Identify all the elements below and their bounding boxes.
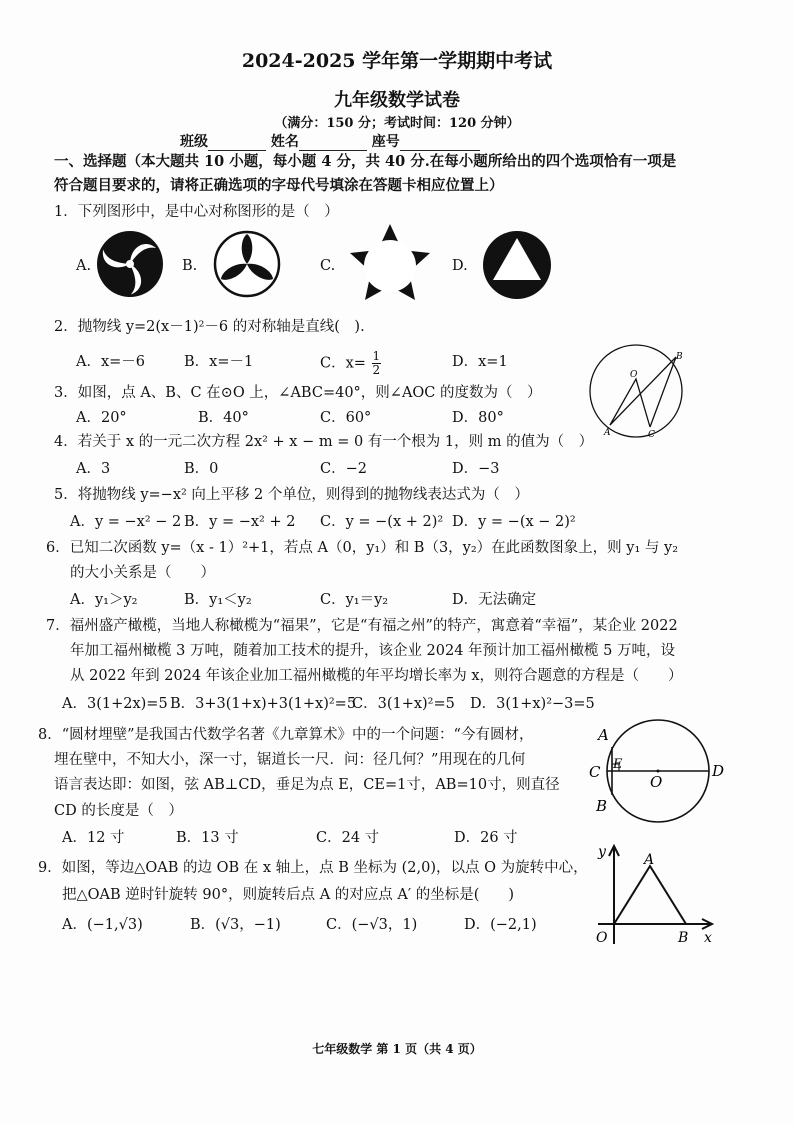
q6-option-b[interactable]: B．y₁＜y₂ xyxy=(184,592,252,608)
q9-label-x: x xyxy=(704,930,712,946)
q2-option-b[interactable]: B．x=－1 xyxy=(184,354,254,370)
q8-stem-line1: 8．“圆材埋壁”是我国古代数学名著《九章算术》中的一个问题：“今有圆材， xyxy=(38,727,534,743)
q8-stem-line3: 语言表达即：如图，弦 AB⊥CD，垂足为点 E，CE=1寸，AB=10寸，则直径 xyxy=(54,777,560,793)
q7-stem-line1: 7．福州盛产橄榄，当地人称橄榄为“福果”，它是“有福之州”的特产，寓意着“幸福”，某企业 2022 xyxy=(46,618,678,634)
q2-stem: 2．抛物线 y=2(x－1)²－6 的对称轴是直线( ). xyxy=(54,319,365,335)
q7-option-b[interactable]: B．3+3(1+x)+3(1+x)²=5 xyxy=(170,696,357,712)
q2-option-d[interactable]: D．x=1 xyxy=(452,354,508,370)
q5-option-a[interactable]: A．y = −x² − 2 xyxy=(70,514,182,530)
q9-figure-axes xyxy=(590,842,720,952)
seat-label: 座号 xyxy=(371,134,400,150)
q8-label-a: A xyxy=(598,726,609,744)
q3-stem: 3．如图，点 A、B、C 在⊙O 上，∠ABC=40°，则∠AOC 的度数为（ ） xyxy=(54,385,542,401)
q3-label-o: O xyxy=(630,370,638,380)
q3-option-a[interactable]: A．20° xyxy=(76,410,127,426)
q9-option-a[interactable]: A．(−1,√3) xyxy=(62,917,143,933)
exam-meta: （满分：150 分；考试时间：120 分钟） xyxy=(274,116,520,131)
q9-label-o: O xyxy=(596,930,608,946)
q8-figure-circle xyxy=(589,718,752,828)
q6-option-a[interactable]: A．y₁＞y₂ xyxy=(70,592,138,608)
q8-option-c[interactable]: C．24 寸 xyxy=(316,830,380,846)
q8-label-c: C xyxy=(589,763,601,781)
q9-option-d[interactable]: D．(−2,1) xyxy=(464,917,537,933)
q7-stem-line2: 年加工福州橄榄 3 万吨，随着加工技术的提升，该企业 2024 年预计加工福州橄榄 5 万吨，设 xyxy=(70,643,676,659)
q1-stem: 1．下列图形中，是中心对称图形的是（ ） xyxy=(54,204,339,220)
q4-stem: 4．若关于 x 的一元二次方程 2x² + x − m = 0 有一个根为 1，则 m 的值为（ ） xyxy=(54,434,594,450)
q4-option-c[interactable]: C．−2 xyxy=(320,461,367,477)
fraction xyxy=(372,350,382,377)
q2-option-c-label: C．x= xyxy=(320,355,366,372)
q8-option-b[interactable]: B．13 寸 xyxy=(176,830,239,846)
q9-label-b: B xyxy=(678,930,689,946)
q5-option-c[interactable]: C．y = −(x + 2)² xyxy=(320,514,444,530)
q2-option-a[interactable]: A．x=－6 xyxy=(76,354,146,370)
q3-label-c: C xyxy=(648,430,655,440)
q1-figure-b-petals xyxy=(213,230,281,298)
q7-option-c[interactable]: C．3(1+x)²=5 xyxy=(352,696,455,712)
q5-option-b[interactable]: B．y = −x² + 2 xyxy=(184,514,296,530)
q8-stem-line4: CD 的长度是（ ） xyxy=(54,803,183,819)
seat-blank[interactable] xyxy=(400,136,480,151)
q8-label-e: E xyxy=(613,757,623,772)
q7-option-a[interactable]: A．3(1+2x)=5 xyxy=(62,696,168,712)
fraction-numerator: 1 xyxy=(372,349,381,363)
exam-title: 2024-2025 学年第一学期期中考试 xyxy=(241,50,553,72)
q6-stem-line2: 的大小关系是（ ） xyxy=(70,565,215,581)
q3-option-c[interactable]: C．60° xyxy=(320,410,372,426)
q5-option-d[interactable]: D．y = −(x − 2)² xyxy=(452,514,576,530)
q8-label-b: B xyxy=(596,797,608,815)
q8-stem-line2: 埋在壁中，不知大小，深一寸，锯道长一尺．问：径几何？”用现在的几何 xyxy=(54,752,526,768)
q9-label-y: y xyxy=(598,844,606,860)
q4-option-a[interactable]: A．3 xyxy=(76,461,111,477)
q8-option-a[interactable]: A．12 寸 xyxy=(62,830,125,846)
q3-option-d[interactable]: D．80° xyxy=(452,410,504,426)
q3-option-b[interactable]: B．40° xyxy=(198,410,249,426)
q8-label-d: D xyxy=(712,762,725,780)
q3-label-b: B xyxy=(676,352,683,362)
class-blank[interactable] xyxy=(208,136,266,151)
q6-option-c[interactable]: C．y₁＝y₂ xyxy=(320,592,389,608)
exam-subtitle: 九年级数学试卷 xyxy=(334,90,460,111)
student-info-row xyxy=(180,131,480,151)
q3-figure-circle xyxy=(586,343,696,443)
section1-instruction-1: 一、选择题（本大题共 10 小题，每小题 4 分，共 40 分.在每小题所给出的四个选项恰有一项是 xyxy=(54,153,677,170)
section1-instruction-2: 符合题目要求的，请将正确选项的字母代号填涂在答题卡相应位置上） xyxy=(54,177,504,194)
q9-label-a: A xyxy=(644,852,655,868)
fraction-denominator: 2 xyxy=(372,363,381,377)
q6-option-d[interactable]: D．无法确定 xyxy=(452,592,537,608)
q4-option-d[interactable]: D．−3 xyxy=(452,461,500,477)
q7-option-d[interactable]: D．3(1+x)²−3=5 xyxy=(470,696,595,712)
q7-stem-line3: 从 2022 年到 2024 年该企业加工福州橄榄的年平均增长率为 x，则符合题意的方程是（ ） xyxy=(70,668,683,684)
q1-figure-a-swirl xyxy=(96,230,164,298)
q4-option-b[interactable]: B．0 xyxy=(184,461,219,477)
q8-option-d[interactable]: D．26 寸 xyxy=(454,830,518,846)
q9-option-b[interactable]: B．(√3，−1) xyxy=(190,917,281,933)
q9-stem-line2: 把△OAB 逆时针旋转 90°，则旋转后点 A 的对应点 A′ 的坐标是( ) xyxy=(62,887,515,903)
name-label: 姓名 xyxy=(270,134,299,150)
name-blank[interactable] xyxy=(299,136,367,151)
q3-label-a: A xyxy=(604,428,611,438)
q1-option-b[interactable]: B. xyxy=(182,258,198,274)
q9-stem-line1: 9．如图，等边△OAB 的边 OB 在 x 轴上，点 B 坐标为 (2,0)，以点 O 为旋转中心， xyxy=(38,860,588,876)
q8-label-o: O xyxy=(650,773,663,791)
q5-stem: 5．将抛物线 y=−x² 向上平移 2 个单位，则得到的抛物线表达式为（ ） xyxy=(54,487,529,503)
q1-figure-c-flower xyxy=(346,222,434,306)
q2-option-c[interactable] xyxy=(320,350,381,377)
q6-stem-line1: 6．已知二次函数 y=（x - 1）²+1，若点 A（0，y₁）和 B（3，y₂）在此函数图象上，则 y₁ 与 y₂ xyxy=(46,540,679,556)
q1-figure-d-triangle xyxy=(482,230,552,300)
q1-option-d[interactable]: D. xyxy=(452,258,468,274)
class-label: 班级 xyxy=(180,134,208,150)
q1-option-c[interactable]: C. xyxy=(320,258,336,274)
q9-option-c[interactable]: C．(−√3，1) xyxy=(326,917,418,933)
page-footer: 七年级数学 第 1 页（共 4 页） xyxy=(312,1042,482,1056)
q1-option-a[interactable]: A. xyxy=(76,258,92,274)
